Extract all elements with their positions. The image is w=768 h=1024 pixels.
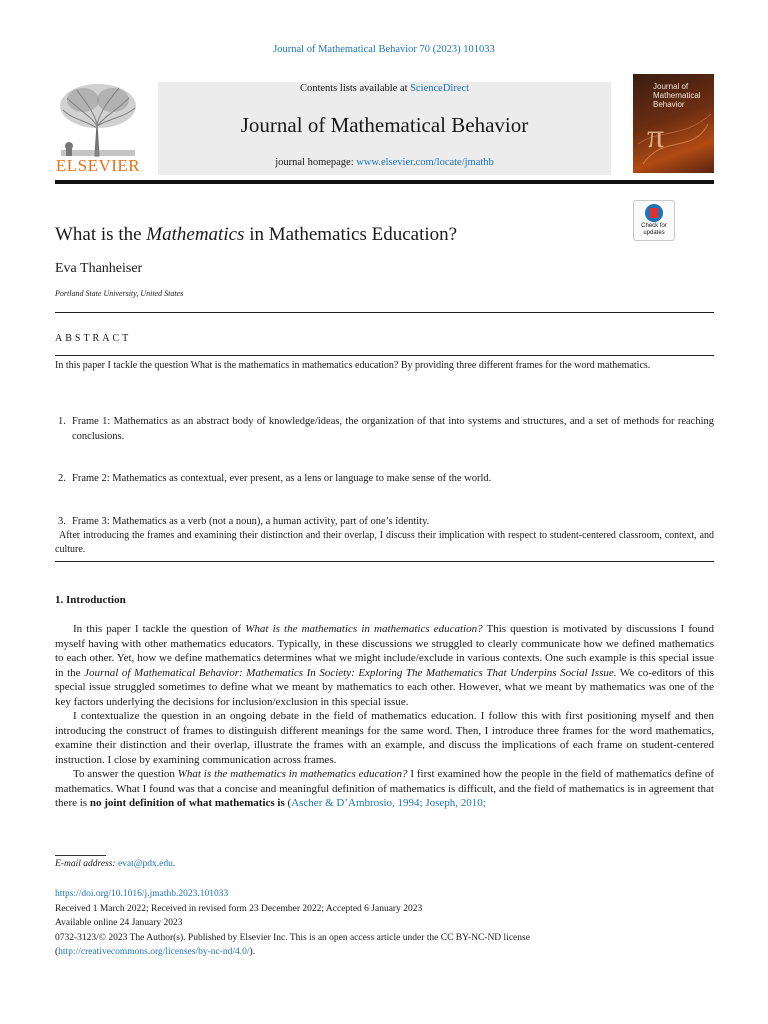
license-link[interactable]: http://creativecommons.org/licenses/by-nc-nd/4.0/ [58,947,250,957]
doi-link[interactable]: https://doi.org/10.1016/j.jmathb.2023.101033 [55,889,229,899]
crossmark-icon [645,204,663,222]
journal-cover-image[interactable] [633,74,714,173]
masthead [55,74,714,175]
cover-swirl-icon [633,74,714,173]
journal-citation[interactable]: Journal of Mathematical Behavior 70 (2023) 101033 [273,44,495,55]
body-paragraph: To answer the question What is the mathematics in mathematics education? I first examined how the people in the field of mathematics define of mathematics. What I found was that a concise and meaningful definition of mathematics is difficult, and the field of mathematics is in agreement that there is no joint definition of what mathematics is (Ascher & D’Ambrosio, 1994; Joseph, 2010; [55,768,714,809]
email-link[interactable]: evat@pdx.edu [117,859,173,869]
footnote-rule [55,855,106,856]
introduction-body [55,622,714,811]
license-line: (http://creativecommons.org/licenses/by-nc-nd/4.0/). [55,947,256,957]
author-name[interactable]: Eva Thanheiser [55,261,143,276]
received-dates: Received 1 March 2022; Received in revised form 23 December 2022; Accepted 6 January 2023 [55,903,423,914]
article-footer [55,887,714,960]
elsevier-logo [55,80,141,176]
sciencedirect-link[interactable]: ScienceDirect [410,83,470,94]
abstract-heading: ABSTRACT [55,333,132,344]
journal-banner [158,82,611,175]
cover-title: Journal of Mathematical Behavior [653,82,701,109]
abstract-paragraph: In this paper I tackle the question What is the mathematics in mathematics education? By providing three different frames for the word mathematics. [55,360,651,371]
pi-symbol-icon: π [647,118,665,155]
divider [55,561,714,562]
article-title: What is the Mathematics in Mathematics Education? [55,224,458,245]
body-paragraph: I contextualize the question in an ongoing debate in the field of mathematics education. I follow this with first positioning myself and then introducing the construct of frames to distinguish different meanings for the same word. Then, I introduce three frames for the word mathematics, examine their distinction and their overlap, illustrate the frames with an example, and discuss the implications of each frame on student-centered instruction. I close by examining communication across frames. [55,710,714,766]
available-online: Available online 24 January 2023 [55,918,183,928]
elsevier-tree-icon [55,80,141,158]
section-heading: 1. Introduction [55,594,126,606]
journal-homepage-link[interactable]: www.elsevier.com/locate/jmathb [356,157,494,168]
elsevier-wordmark: ELSEVIER [55,156,141,175]
check-for-updates-button[interactable] [633,200,675,241]
affiliation: Portland State University, United States [55,289,184,298]
body-paragraph: In this paper I tackle the question of What is the mathematics in mathematics education? This question is motivated by discussions I found myself having with other mathematics educators. Typically, in these discussions we struggled to clearly communicate how we defined mathematics to each other. Yet, how we define mathematics determines what we might include/exclude in various contexts. One such example is this special issue in the Journal of Mathematical Behavior: Mathematics In Society: Exploring The Mathematics That Underpins Social Issue. We co-editors of this special issue struggled sometimes to define what we meant by mathematics to each other. However, what we meant by mathematics was one of the key factors underlying the decisions for inclusion/exclusion in this special issue. [55,623,714,708]
abstract-paragraph: After introducing the frames and examining their distinction and their overlap, I discuss their implication with respect to student-centered classroom, context, and culture. [55,530,714,555]
check-for-updates-label: Check for updates [641,223,667,236]
divider [55,312,714,313]
journal-name: Journal of Mathematical Behavior [240,113,529,137]
footnote: E-mail address: evat@pdx.edu. [55,859,176,869]
contents-line: Contents lists available at ScienceDirect [299,83,470,94]
homepage-line: journal homepage: www.elsevier.com/locate/jmathb [275,157,494,168]
license-text: 0732-3123/© 2023 The Author(s). Published by Elsevier Inc. This is an open access article under the CC BY-NC-ND license [55,932,530,943]
divider [55,355,714,356]
header-rule [55,180,714,184]
reference-link[interactable]: Ascher & D’Ambrosio, 1994; Joseph, 2010; [291,797,486,809]
